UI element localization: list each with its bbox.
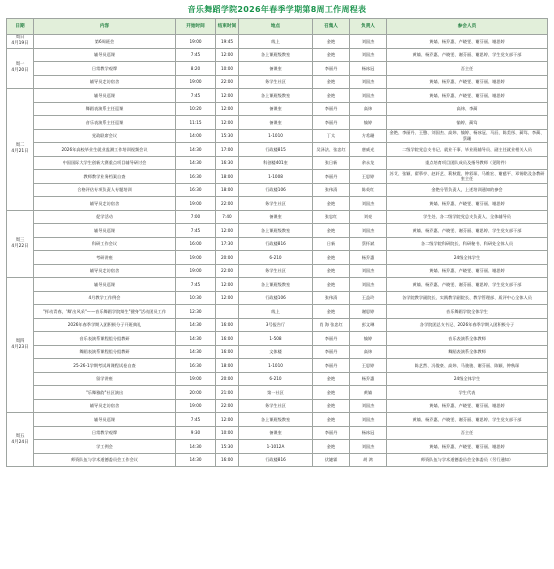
caller-cell: 伏婕霖 xyxy=(313,453,350,467)
weekly-schedule-table xyxy=(6,18,548,467)
event-content-cell: 辅导员走访宿舍 xyxy=(34,399,176,413)
owner-cell: 陈英红 xyxy=(350,183,387,197)
end-time-cell: 18:00 xyxy=(216,359,239,373)
start-time-cell: 12:30 xyxy=(176,305,216,319)
place-cell: 各上课班级教室 xyxy=(239,89,313,103)
start-time-cell: 14:00 xyxy=(176,129,216,143)
start-time-cell: 7:45 xyxy=(176,89,216,103)
owner-cell: 彭文琳 xyxy=(350,318,387,332)
end-time-cell: 16:00 xyxy=(216,453,239,467)
end-time-cell: 18:00 xyxy=(216,183,239,197)
attendees-cell: 舞蹈表演系全体教师 xyxy=(387,345,548,359)
start-time-cell: 10:30 xyxy=(176,291,216,305)
place-cell: 务学生社区 xyxy=(239,75,313,89)
owner-cell: 唐威光 xyxy=(350,143,387,157)
place-cell: 科创楼401室 xyxy=(239,156,313,170)
event-content-cell: 舞蹈表演系主任巡课 xyxy=(34,102,176,116)
attendees-cell: 各学院团总支书记、2026年春季学期入团积极分子 xyxy=(387,318,548,332)
owner-cell: 刘国杰 xyxy=(350,399,387,413)
weekday-label: 周日 xyxy=(15,35,25,41)
event-content-cell: 党政联席会议 xyxy=(34,129,176,143)
table-row xyxy=(7,440,548,454)
caller-cell: 李丽丹 xyxy=(313,345,350,359)
place-cell: 文体楼 xyxy=(239,345,313,359)
table-row xyxy=(7,197,548,211)
owner-cell: 谢思婷 xyxy=(350,305,387,319)
caller-cell: 金艳 xyxy=(313,35,350,49)
place-cell: 1-1010 xyxy=(239,129,313,143)
attendees-cell: 吾主任 xyxy=(387,426,548,440)
start-time-cell: 19:00 xyxy=(176,399,216,413)
table-row xyxy=(7,62,548,76)
event-content-cell: 科研工作会议 xyxy=(34,237,176,251)
attendees-cell: 二级学院党总支书记、就业干事、毕业班辅导员、副主任就业相关人员 xyxy=(387,143,548,157)
attendees-cell: 重点培育项目团队成员及指导教师（见附件） xyxy=(387,156,548,170)
table-row xyxy=(7,224,548,238)
attendees-cell: 金艳分管负责人，上述培训通知的参会 xyxy=(387,183,548,197)
end-time-cell: 12:00 xyxy=(216,116,239,130)
end-time-cell: 12:00 xyxy=(216,102,239,116)
schedule-body xyxy=(7,35,548,467)
start-time-cell: 14:30 xyxy=(176,440,216,454)
attendees-cell: 黄嫱、杨乔惠、卢晓雯、谢芬丽、谢思婷 xyxy=(387,264,548,278)
place-cell: 各上课班级教室 xyxy=(239,224,313,238)
owner-cell: 愉婷 xyxy=(350,332,387,346)
place-cell: 1-1008 xyxy=(239,170,313,184)
event-content-cell: 日常教学观摩 xyxy=(34,62,176,76)
end-time-cell: 21:00 xyxy=(216,386,239,400)
event-content-cell: 考研讲座 xyxy=(34,251,176,265)
end-time-cell: 16:00 xyxy=(216,345,239,359)
table-row xyxy=(7,170,548,184)
place-cell: 1-1012A xyxy=(239,440,313,454)
event-content-cell: 2026年春季学期入团积极分子开班典礼 xyxy=(34,318,176,332)
attendees-cell: 黄嫱、杨乔惠、卢晓雯、谢芬丽、谢思婷、学生党支部干部 xyxy=(387,224,548,238)
weekday-cell xyxy=(7,278,34,413)
start-time-cell: 7:45 xyxy=(176,224,216,238)
table-row xyxy=(7,35,548,49)
place-cell: 各上课班级教室 xyxy=(239,48,313,62)
table-row xyxy=(7,264,548,278)
page-title: 音乐舞蹈学院2026年春季学期第8周工作周程表 xyxy=(187,5,367,14)
table-row xyxy=(7,372,548,386)
end-time-cell: 17:30 xyxy=(216,237,239,251)
start-time-cell: 11:15 xyxy=(176,116,216,130)
attendees-cell: 音乐表演系全体教师 xyxy=(387,332,548,346)
header-row xyxy=(7,19,548,35)
end-time-cell: 22:00 xyxy=(216,399,239,413)
table-row xyxy=(7,116,548,130)
caller-cell: 金艳 xyxy=(313,251,350,265)
start-time-cell: 19:00 xyxy=(176,197,216,211)
event-content-cell: 辅导员巡课 xyxy=(34,48,176,62)
owner-cell: 高炜 xyxy=(350,102,387,116)
event-content-cell: 4月教学工作例会 xyxy=(34,291,176,305)
table-row xyxy=(7,386,548,400)
end-time-cell: 12:00 xyxy=(216,413,239,427)
start-time-cell: 16:30 xyxy=(176,359,216,373)
table-row xyxy=(7,345,548,359)
event-content-cell: 辅导员走访宿舍 xyxy=(34,197,176,211)
place-cell: 备课室 xyxy=(239,102,313,116)
place-cell: 备课室 xyxy=(239,426,313,440)
place-cell: 第一社区 xyxy=(239,386,313,400)
caller-cell: 金艳 xyxy=(313,48,350,62)
event-content-cell: 留学讲座 xyxy=(34,372,176,386)
owner-cell: 刘国杰 xyxy=(350,35,387,49)
table-row xyxy=(7,75,548,89)
place-cell: 务学生社区 xyxy=(239,197,313,211)
header-place: 地点 xyxy=(239,19,313,35)
attendees-cell: 24级全体学生 xyxy=(387,372,548,386)
event-content-cell: 日常教学观摩 xyxy=(34,426,176,440)
table-row xyxy=(7,318,548,332)
event-content-cell: 音乐表演系主任巡课 xyxy=(34,116,176,130)
owner-cell: 刘国杰 xyxy=(350,48,387,62)
caller-cell: 李丽丹 xyxy=(313,102,350,116)
place-cell: 各上课班级教室 xyxy=(239,278,313,292)
attendees-cell: 苏艾、张颖、翟慕亭、赵轩艺、莉秋霞、钟彩琛、马维宏、谢慈平、邓锡铭及各教研室主任 xyxy=(387,170,548,184)
end-time-cell: 20:00 xyxy=(216,251,239,265)
caller-cell: 金艳 xyxy=(313,413,350,427)
weekday-cell xyxy=(7,210,34,278)
attendees-cell: 黄嫱、杨乔惠、卢晓雯、谢芬丽、谢思婷 xyxy=(387,89,548,103)
owner-cell: 王思婷 xyxy=(350,170,387,184)
table-row xyxy=(7,183,548,197)
table-row xyxy=(7,453,548,467)
event-content-cell: 辅导员走访宿舍 xyxy=(34,264,176,278)
header-attendees: 参会人员 xyxy=(387,19,548,35)
caller-cell: 金艳 xyxy=(313,224,350,238)
attendees-cell: 黄嫱、杨乔惠、卢晓雯、谢芬丽、谢思婷 xyxy=(387,35,548,49)
owner-cell: 刘亮 xyxy=(350,210,387,224)
owner-cell: 刘国杰 xyxy=(350,278,387,292)
owner-cell: 刘国杰 xyxy=(350,264,387,278)
start-time-cell: 20:00 xyxy=(176,386,216,400)
owner-cell: 方希珊 xyxy=(350,129,387,143)
place-cell: 线上 xyxy=(239,305,313,319)
event-content-cell: 教师教学业务档案自查 xyxy=(34,170,176,184)
owner-cell: 高炜 xyxy=(350,345,387,359)
event-content-cell: 辅导员巡课 xyxy=(34,278,176,292)
caller-cell: 吴泽法、张忠红 xyxy=(313,143,350,157)
event-content-cell: 第6周班会 xyxy=(34,35,176,49)
weekday-cell xyxy=(7,48,34,89)
end-time-cell: 20:00 xyxy=(216,372,239,386)
start-time-cell: 16:30 xyxy=(176,183,216,197)
event-content-cell: 学工例会 xyxy=(34,440,176,454)
caller-cell: 金艳 xyxy=(313,386,350,400)
owner-cell: 杨乔惠 xyxy=(350,372,387,386)
caller-cell: 李丽丹 xyxy=(313,170,350,184)
end-time-cell: 7:40 xyxy=(216,210,239,224)
caller-cell: 金艳 xyxy=(313,305,350,319)
caller-cell: 金艳 xyxy=(313,89,350,103)
owner-cell: 黄嫱 xyxy=(350,386,387,400)
attendees-cell: 音乐舞蹈学院全体学生 xyxy=(387,305,548,319)
place-cell: 1-508 xyxy=(239,332,313,346)
caller-cell: 日新 xyxy=(313,237,350,251)
table-row xyxy=(7,305,548,319)
caller-cell: 张忠红 xyxy=(313,210,350,224)
place-cell: 行政楼106 xyxy=(239,183,313,197)
caller-cell: 李丽丹 xyxy=(313,426,350,440)
header-date: 日期 xyxy=(7,19,34,35)
owner-cell: 刘国杰 xyxy=(350,224,387,238)
attendees-cell: 学生代表 xyxy=(387,386,548,400)
event-content-cell: "乐舞雅韵"社区演出 xyxy=(34,386,176,400)
caller-cell: 金艳 xyxy=(313,440,350,454)
start-time-cell: 7:45 xyxy=(176,48,216,62)
attendees-cell: 各二级学院科研院长、科研秘书、科研处全体人员 xyxy=(387,237,548,251)
attendees-cell: 学生处、各二级学院党总支负责人、全体辅导员 xyxy=(387,210,548,224)
table-row xyxy=(7,210,548,224)
event-content-cell: 辅导员巡课 xyxy=(34,89,176,103)
owner-cell: 刘国杰 xyxy=(350,413,387,427)
caller-cell: 金艳 xyxy=(313,264,350,278)
event-content-cell: 25-26-1学期考试周课程试卷自查 xyxy=(34,359,176,373)
weekday-label: 周五 xyxy=(15,433,25,439)
start-time-cell: 16:30 xyxy=(176,170,216,184)
attendees-cell: 黄嫱、杨乔惠、卢晓雯、谢芬丽、谢思婷、学生党支部干部 xyxy=(387,413,548,427)
table-row xyxy=(7,359,548,373)
place-cell: 各上课班级教室 xyxy=(239,413,313,427)
table-row xyxy=(7,48,548,62)
table-row xyxy=(7,251,548,265)
table-row xyxy=(7,129,548,143)
weekday-cell xyxy=(7,89,34,211)
caller-cell: 李丽丹 xyxy=(313,116,350,130)
attendees-cell: 黄嫱、杨乔惠、卢晓雯、谢芬丽、谢思婷 xyxy=(387,197,548,211)
attendees-cell: 24级全体学生 xyxy=(387,251,548,265)
caller-cell: 张伟清 xyxy=(313,183,350,197)
weekday-label: 周四 xyxy=(15,339,25,344)
start-time-cell: 14:30 xyxy=(176,143,216,157)
table-row xyxy=(7,413,548,427)
owner-cell: 王益玲 xyxy=(350,291,387,305)
attendees-cell: 黄嫱、杨乔惠、卢晓雯、谢芬丽、谢思婷 xyxy=(387,399,548,413)
end-time-cell: 10:00 xyxy=(216,62,239,76)
attendees-cell: 各学院教学副院长、实践教学副院长、教学管理部、质评中心全体人员 xyxy=(387,291,548,305)
end-time-cell: 22:00 xyxy=(216,75,239,89)
end-time-cell: 22:00 xyxy=(216,197,239,211)
caller-cell: 金艳 xyxy=(313,399,350,413)
end-time-cell: 18:00 xyxy=(216,170,239,184)
start-time-cell: 7:00 xyxy=(176,210,216,224)
place-cell: 行政楼816 xyxy=(239,237,313,251)
owner-cell: 杨冰冠 xyxy=(350,426,387,440)
header-caller: 召集人 xyxy=(313,19,350,35)
attendees-cell: 黄嫱、杨乔惠、卢晓雯、谢芬丽、谢思婷、学生党支部干部 xyxy=(387,278,548,292)
start-time-cell: 14:30 xyxy=(176,332,216,346)
end-time-cell: 16:30 xyxy=(216,156,239,170)
start-time-cell: 14:30 xyxy=(176,318,216,332)
owner-cell: 刘国杰 xyxy=(350,440,387,454)
end-time-cell: 15:30 xyxy=(216,129,239,143)
weekday-date: 4月23日 xyxy=(11,345,29,350)
owner-cell: 杨乔惠 xyxy=(350,251,387,265)
place-cell: 备课室 xyxy=(239,210,313,224)
weekday-date: 4月22日 xyxy=(11,243,29,249)
table-row xyxy=(7,143,548,157)
weekday-date: 4月24日 xyxy=(11,439,29,445)
table-row xyxy=(7,102,548,116)
event-content-cell: 促学活动 xyxy=(34,210,176,224)
attendees-cell: 师资队伍与学术道德委员会全体委员（另行通知） xyxy=(387,453,548,467)
event-content-cell: "挥动青春，'舞'出风采"——音乐舞蹈学院辩生"健身"活动团员工作 xyxy=(34,305,176,319)
start-time-cell: 19:00 xyxy=(176,75,216,89)
attendees-cell: 金艳、李丽丹、王愍、刘国杰、高炜、愉婷、杨冰冠、马辰、陈美彤、蔺笃、李蔺、蔡珊 xyxy=(387,129,548,143)
place-cell: 6-210 xyxy=(239,372,313,386)
place-cell: 行政楼816 xyxy=(239,453,313,467)
end-time-cell: 15:30 xyxy=(216,440,239,454)
place-cell: 务学生社区 xyxy=(239,264,313,278)
event-content-cell: 音乐表演系课程组分组教研 xyxy=(34,332,176,346)
attendees-cell: 吾主任 xyxy=(387,62,548,76)
table-row xyxy=(7,291,548,305)
start-time-cell: 19:00 xyxy=(176,372,216,386)
event-content-cell: 合格评估专项负责人专题培训 xyxy=(34,183,176,197)
place-cell: 线上 xyxy=(239,35,313,49)
table-row xyxy=(7,278,548,292)
header-content: 内容 xyxy=(34,19,176,35)
table-row xyxy=(7,332,548,346)
place-cell: 备课室 xyxy=(239,62,313,76)
caller-cell: 肖 海 张忠红 xyxy=(313,318,350,332)
caller-cell: 丁太 xyxy=(313,129,350,143)
weekday-cell xyxy=(7,35,34,49)
event-content-cell: 辅导员走访宿舍 xyxy=(34,75,176,89)
caller-cell: 金艳 xyxy=(313,278,350,292)
attendees-cell: 高炜、李蔺 xyxy=(387,102,548,116)
weekday-date: 4月20日 xyxy=(11,68,29,74)
start-time-cell: 19:00 xyxy=(176,264,216,278)
start-time-cell: 10:20 xyxy=(176,102,216,116)
start-time-cell: 8:20 xyxy=(176,62,216,76)
header-start-time: 开始时间 xyxy=(176,19,216,35)
place-cell: 3号报告厅 xyxy=(239,318,313,332)
owner-cell: 王思婷 xyxy=(350,359,387,373)
start-time-cell: 19:00 xyxy=(176,35,216,49)
attendees-cell: 愉婷、蔺笃 xyxy=(387,116,548,130)
table-row xyxy=(7,399,548,413)
table-row xyxy=(7,237,548,251)
event-content-cell: 辅导员巡课 xyxy=(34,224,176,238)
end-time-cell: 12:00 xyxy=(216,224,239,238)
place-cell: 务学生社区 xyxy=(239,399,313,413)
caller-cell: 张日新 xyxy=(313,156,350,170)
table-row xyxy=(7,89,548,103)
caller-cell: 金艳 xyxy=(313,197,350,211)
weekday-date: 4月21日 xyxy=(11,149,29,155)
start-time-cell: 9:30 xyxy=(176,426,216,440)
attendees-cell: 陈艺然、冯俊豪、高炜、马骏骏、谢芬丽、陈颖、钟秋琛 xyxy=(387,359,548,373)
header-owner: 负责人 xyxy=(350,19,387,35)
end-time-cell: 12:00 xyxy=(216,48,239,62)
caller-cell: 张伟清 xyxy=(313,291,350,305)
end-time-cell: 10:00 xyxy=(216,426,239,440)
owner-cell: 杨冰冠 xyxy=(350,62,387,76)
owner-cell: 刘国杰 xyxy=(350,75,387,89)
caller-cell: 李丽丹 xyxy=(313,359,350,373)
end-time-cell: 19:45 xyxy=(216,35,239,49)
start-time-cell: 14:30 xyxy=(176,156,216,170)
end-time-cell: 16:00 xyxy=(216,332,239,346)
caller-cell: 金艳 xyxy=(313,372,350,386)
attendees-cell: 黄嫱、杨乔惠、卢晓雯、谢芬丽、谢思婷 xyxy=(387,440,548,454)
header-end-time: 结束时间 xyxy=(216,19,239,35)
end-time-cell: 12:00 xyxy=(216,278,239,292)
start-time-cell: 14:30 xyxy=(176,453,216,467)
event-content-cell: 中国国际大学生创新大赛重点项目辅导研讨会 xyxy=(34,156,176,170)
place-cell: 行政楼106 xyxy=(239,291,313,305)
owner-cell: 刘国杰 xyxy=(350,197,387,211)
owner-cell: 余永龙 xyxy=(350,156,387,170)
end-time-cell: 16:00 xyxy=(216,318,239,332)
place-cell: 1-1010 xyxy=(239,359,313,373)
place-cell: 行政楼815 xyxy=(239,143,313,157)
end-time-cell xyxy=(216,305,239,319)
end-time-cell: 12:00 xyxy=(216,291,239,305)
weekday-date: 4月19日 xyxy=(11,41,29,47)
end-time-cell: 22:00 xyxy=(216,264,239,278)
start-time-cell: 7:45 xyxy=(176,413,216,427)
event-content-cell: 师资队伍与学术道德委员会工作会议 xyxy=(34,453,176,467)
caller-cell: 李丽丹 xyxy=(313,62,350,76)
owner-cell: 刘国杰 xyxy=(350,89,387,103)
caller-cell: 李丽丹 xyxy=(313,332,350,346)
weekday-label: 周二 xyxy=(15,143,25,149)
weekday-label: 周一 xyxy=(15,62,25,68)
end-time-cell: 12:00 xyxy=(216,89,239,103)
place-cell: 6-210 xyxy=(239,251,313,265)
owner-cell: 愉婷 xyxy=(350,116,387,130)
start-time-cell: 7:45 xyxy=(176,278,216,292)
start-time-cell: 14:30 xyxy=(176,345,216,359)
owner-cell: 胡 鸿 xyxy=(350,453,387,467)
table-row xyxy=(7,156,548,170)
place-cell: 备课室 xyxy=(239,116,313,130)
event-content-cell: 2026年高校毕业生就业监测工作培训视频会议 xyxy=(34,143,176,157)
start-time-cell: 16:00 xyxy=(176,237,216,251)
table-row xyxy=(7,426,548,440)
owner-cell: 蔡怀斌 xyxy=(350,237,387,251)
attendees-cell: 黄嫱、杨乔惠、卢晓雯、谢芬丽、谢思婷、学生党支部干部 xyxy=(387,48,548,62)
event-content-cell: 舞蹈表演系课程组分组教研 xyxy=(34,345,176,359)
weekday-label: 周三 xyxy=(15,237,25,243)
weekday-cell xyxy=(7,413,34,467)
end-time-cell: 17:00 xyxy=(216,143,239,157)
start-time-cell: 19:00 xyxy=(176,251,216,265)
attendees-cell: 黄嫱、杨乔惠、卢晓雯、谢芬丽、谢思婷 xyxy=(387,75,548,89)
caller-cell: 金艳 xyxy=(313,75,350,89)
event-content-cell: 辅导员巡课 xyxy=(34,413,176,427)
